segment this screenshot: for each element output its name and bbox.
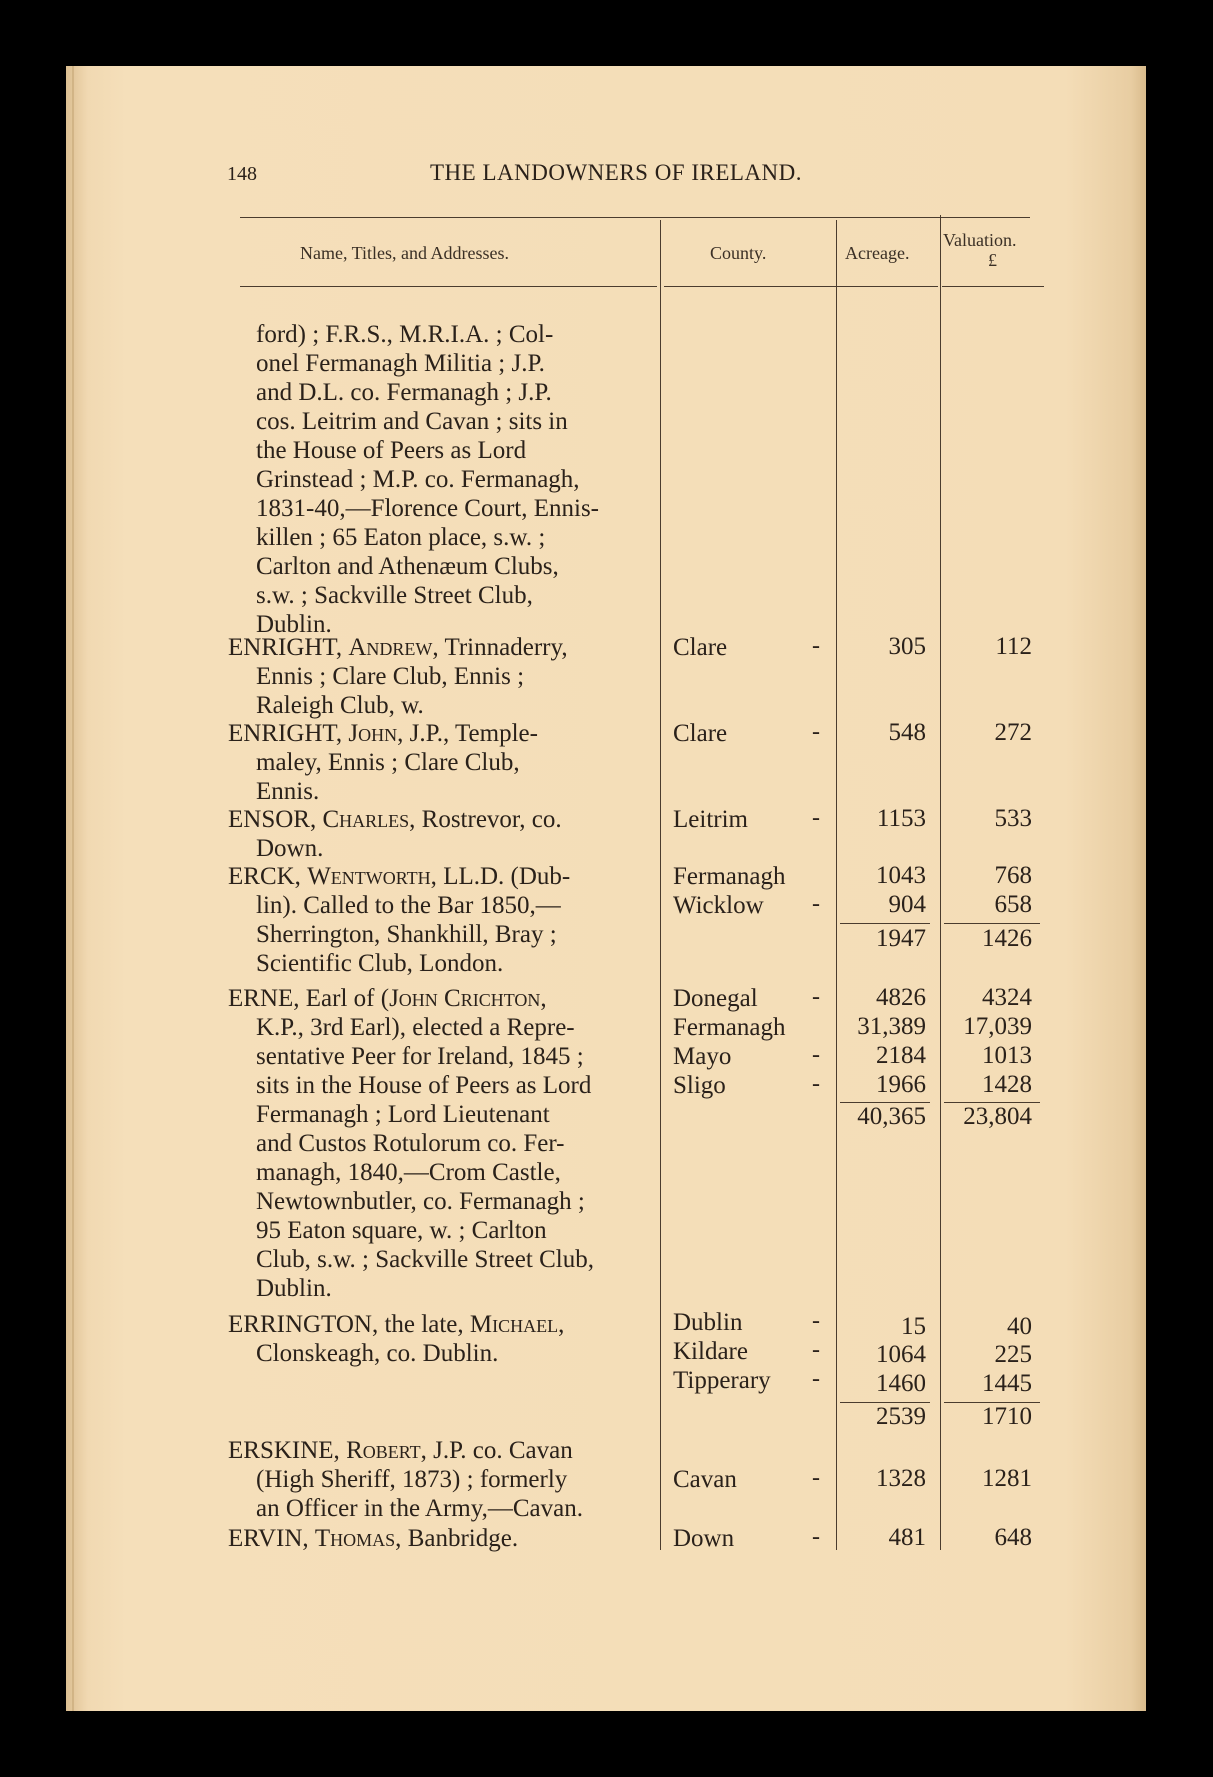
county-cell: Fermanagh	[673, 863, 786, 890]
acreage-cell: 2184	[876, 1042, 926, 1069]
column-header-county: County.	[710, 243, 767, 263]
page-gutter	[72, 66, 74, 1711]
entry-line: and Custos Rotulorum co. Fer-	[256, 1130, 565, 1157]
valuation-total: 23,804	[963, 1103, 1032, 1130]
entry-line: (High Sheriff, 1873) ; formerly	[256, 1466, 568, 1493]
column-divider-name	[660, 220, 661, 1550]
entry-line: 95 Eaton square, w. ; Carlton	[256, 1217, 547, 1244]
entry-line: Down.	[256, 835, 324, 862]
valuation-cell: 40	[1007, 1313, 1032, 1340]
entry-line: lin). Called to the Bar 1850,—	[256, 892, 561, 919]
page-number: 148	[227, 163, 257, 185]
header-bottom-rule-valuation	[942, 286, 1044, 287]
entry-line: s.w. ; Sackville Street Club,	[256, 582, 533, 609]
county-cell: Dublin	[673, 1309, 743, 1336]
entry-surname: ERCK,	[228, 863, 301, 890]
entry-surname: ENSOR,	[228, 806, 317, 833]
valuation-total: 1710	[982, 1403, 1032, 1430]
entry-line: Grinstead ; M.P. co. Fermanagh,	[256, 466, 580, 493]
column-divider-county	[836, 220, 837, 1550]
county-dash: -	[812, 1337, 820, 1363]
entry-forename-prefix: the late,	[384, 1311, 464, 1338]
entry-line: cos. Leitrim and Cavan ; sits in	[256, 408, 568, 435]
valuation-cell: 1013	[982, 1042, 1032, 1069]
running-title: THE LANDOWNERS OF IRELAND.	[430, 160, 803, 185]
entry-continuation	[256, 320, 599, 639]
entry-line: sits in the House of Peers as Lord	[256, 1072, 592, 1099]
entry-forename: John Crichton,	[389, 985, 547, 1012]
acreage-total: 2539	[876, 1403, 926, 1430]
acreage-total: 40,365	[857, 1103, 926, 1130]
county-dash: -	[812, 1042, 820, 1068]
county-cell: Sligo	[673, 1072, 726, 1099]
county-dash: -	[812, 805, 820, 831]
entry-erskine	[228, 1436, 583, 1523]
column-header-valuation: Valuation.	[943, 230, 1017, 250]
valuation-cell: 1428	[982, 1071, 1032, 1098]
valuation-cell: 225	[994, 1341, 1032, 1368]
entry-line: J.P. co. Cavan	[433, 1437, 573, 1464]
acreage-total: 1947	[876, 925, 926, 952]
county-dash: -	[812, 633, 820, 659]
acreage-cell: 481	[888, 1524, 926, 1551]
entry-line: Ennis ; Clare Club, Ennis ;	[256, 663, 525, 690]
acreage-cell: 305	[888, 633, 926, 660]
entry-forename: Wentworth,	[307, 863, 437, 890]
acreage-cell: 1328	[876, 1465, 926, 1492]
county-dash: -	[812, 1366, 820, 1392]
valuation-cell: 768	[994, 862, 1032, 889]
entry-line: Newtownbutler, co. Fermanagh ;	[256, 1188, 585, 1215]
valuation-cell: 1445	[982, 1370, 1032, 1397]
county-dash: -	[812, 984, 820, 1010]
valuation-total: 1426	[982, 925, 1032, 952]
entry-forename: Thomas,	[314, 1525, 402, 1552]
acreage-cell: 1064	[876, 1341, 926, 1368]
entry-line: LL.D. (Dub-	[443, 863, 571, 890]
entry-surname: ERSKINE,	[228, 1437, 340, 1464]
county-cell: Tipperary	[673, 1367, 771, 1394]
county-cell: Wicklow	[673, 892, 764, 919]
valuation-cell: 4324	[982, 984, 1032, 1011]
entry-line: Ennis.	[256, 778, 320, 805]
entry-line: K.P., 3rd Earl), elected a Repre-	[256, 1014, 575, 1041]
header-bottom-rule-name	[240, 286, 657, 287]
entry-line: the House of Peers as Lord	[256, 437, 527, 464]
county-cell: Kildare	[673, 1338, 748, 1365]
entry-ervin	[228, 1524, 518, 1553]
entry-line: sentative Peer for Ireland, 1845 ;	[256, 1043, 584, 1070]
entry-line: Sherrington, Shankhill, Bray ;	[256, 921, 557, 948]
county-cell: Donegal	[673, 985, 758, 1012]
entry-erck	[228, 862, 570, 978]
county-cell: Cavan	[673, 1466, 737, 1493]
entry-line: J.P., Temple-	[409, 720, 538, 747]
column-header-name: Name, Titles, and Addresses.	[300, 243, 509, 263]
county-cell: Fermanagh	[673, 1014, 786, 1041]
county-cell: Clare	[673, 634, 728, 661]
entry-line: Rostrevor, co.	[421, 806, 562, 833]
entry-surname: ERRINGTON,	[228, 1311, 379, 1338]
header-bottom-rule-acreage	[838, 286, 938, 287]
entry-line: Scientific Club, London.	[256, 950, 504, 977]
subtotal-rule	[944, 923, 1040, 924]
acreage-cell: 4826	[876, 984, 926, 1011]
entry-line: managh, 1840,—Crom Castle,	[256, 1159, 561, 1186]
acreage-cell: 15	[901, 1313, 926, 1340]
entry-line: onel Fermanagh Militia ; J.P.	[256, 350, 545, 377]
county-cell: Down	[673, 1525, 735, 1552]
valuation-cell: 658	[994, 891, 1032, 918]
entry-forename: Andrew,	[348, 634, 439, 661]
valuation-cell: 17,039	[963, 1013, 1032, 1040]
valuation-cell: 112	[995, 633, 1032, 660]
entry-line: Trinnaderry,	[444, 634, 568, 661]
county-cell: Mayo	[673, 1043, 732, 1070]
entry-line: Club, s.w. ; Sackville Street Club,	[256, 1246, 594, 1273]
acreage-cell: 904	[888, 891, 926, 918]
entry-enright-andrew	[228, 633, 568, 720]
entry-surname: ERVIN,	[228, 1525, 309, 1552]
acreage-cell: 1043	[876, 862, 926, 889]
entry-surname: ENRIGHT,	[228, 720, 343, 747]
header-top-rule	[240, 217, 1030, 218]
entry-surname: ENRIGHT,	[228, 634, 343, 661]
county-dash: -	[812, 891, 820, 917]
entry-enright-john	[228, 719, 538, 806]
county-cell: Leitrim	[673, 806, 748, 833]
valuation-cell: 272	[994, 719, 1032, 746]
entry-line: Fermanagh ; Lord Lieutenant	[256, 1101, 550, 1128]
acreage-cell: 548	[888, 719, 926, 746]
county-dash: -	[812, 719, 820, 745]
entry-erne	[228, 984, 594, 1303]
entry-line: Banbridge.	[407, 1525, 519, 1552]
entry-line: Clonskeagh, co. Dublin.	[256, 1340, 499, 1367]
entry-line: Raleigh Club, w.	[256, 692, 424, 719]
valuation-cell: 533	[994, 805, 1032, 832]
entry-line: ford) ; F.R.S., M.R.I.A. ; Col-	[256, 321, 554, 348]
header-bottom-rule-county	[664, 286, 840, 287]
entry-line: and D.L. co. Fermanagh ; J.P.	[256, 379, 552, 406]
county-dash: -	[812, 1308, 820, 1334]
acreage-cell: 31,389	[857, 1013, 926, 1040]
entry-forename: Robert,	[346, 1437, 427, 1464]
entry-line: killen ; 65 Eaton place, s.w. ;	[256, 524, 546, 551]
acreage-cell: 1460	[876, 1370, 926, 1397]
valuation-cell: 648	[994, 1524, 1032, 1551]
column-header-valuation-unit: £	[988, 250, 997, 270]
entry-forename: John,	[348, 720, 404, 747]
entry-line: an Officer in the Army,—Cavan.	[256, 1495, 583, 1522]
county-cell: Clare	[673, 720, 728, 747]
county-dash: -	[812, 1465, 820, 1491]
acreage-cell: 1153	[876, 805, 926, 832]
county-dash: -	[812, 1524, 820, 1550]
entry-line: Carlton and Athenæum Clubs,	[256, 553, 559, 580]
entry-errington	[228, 1310, 564, 1368]
county-dash: -	[812, 1071, 820, 1097]
entry-line: maley, Ennis ; Clare Club,	[256, 749, 520, 776]
entry-forename: Michael,	[469, 1311, 565, 1338]
entry-forename-prefix: Earl of (	[305, 985, 390, 1012]
entry-line: Dublin.	[256, 1275, 332, 1302]
column-divider-acreage	[940, 215, 941, 1550]
acreage-cell: 1966	[876, 1071, 926, 1098]
subtotal-rule	[840, 923, 930, 924]
entry-surname: ERNE,	[228, 985, 300, 1012]
column-header-acreage: Acreage.	[845, 243, 910, 263]
valuation-cell: 1281	[982, 1465, 1032, 1492]
entry-line: 1831-40,—Florence Court, Ennis-	[256, 495, 600, 522]
entry-ensor	[228, 805, 562, 863]
entry-forename: Charles,	[322, 806, 416, 833]
entry-line: Dublin.	[256, 611, 332, 638]
